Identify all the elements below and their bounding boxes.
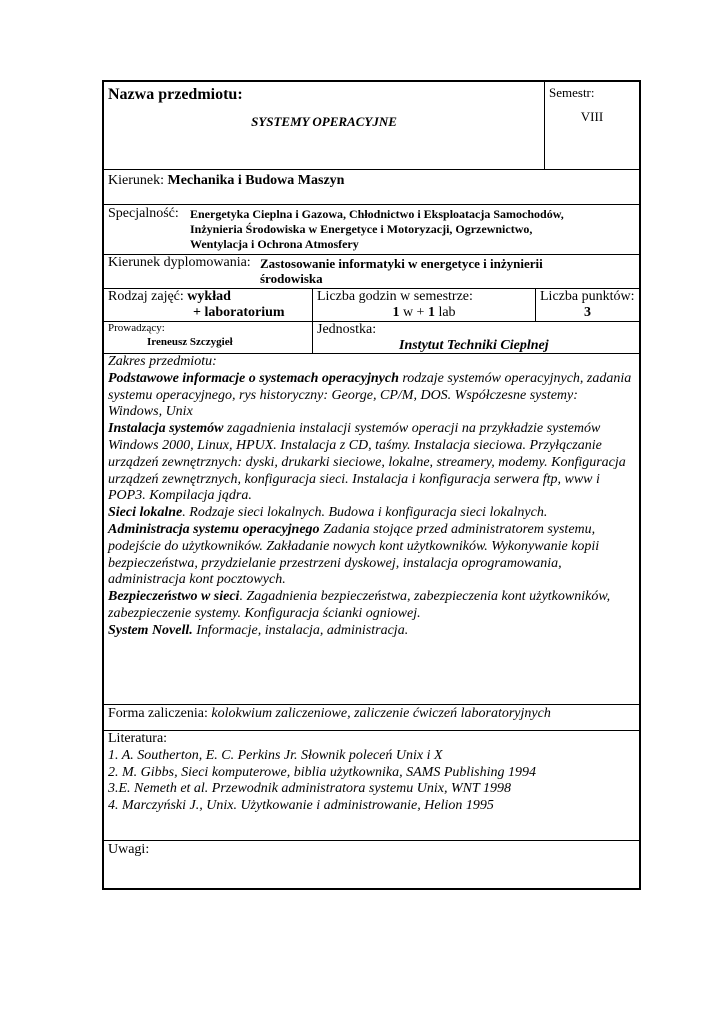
subject-value: SYSTEMY OPERACYJNE <box>251 114 397 129</box>
forma-row <box>104 705 639 731</box>
rodzaj-label: Rodzaj zajęć: <box>108 289 188 304</box>
zakres-paragraph-6 <box>108 623 633 640</box>
zakres-heading-6: System Novell. <box>108 622 193 638</box>
specjalnosc-line2: Inżynieria Środowiska w Energetyce i Motoryzacji, Ogrzewnictwo, <box>190 222 533 236</box>
rodzaj-row <box>104 289 639 322</box>
semester-cell <box>544 82 639 169</box>
zakres-paragraph-4 <box>108 522 633 589</box>
zakres-row <box>104 354 639 705</box>
kierunek-label: Kierunek: <box>108 173 168 188</box>
zakres-text-3: . Rodzaje sieci lokalnych. Budowa i konfiguracja sieci lokalnych. <box>182 505 548 521</box>
hours-cell <box>312 289 535 321</box>
unit-value: Instytut Techniki Cieplnej <box>399 338 549 353</box>
uwagi-row <box>104 841 639 888</box>
zakres-text-6: Informacje, instalacja, administracja. <box>192 622 409 638</box>
unit-label: Jednostka: <box>317 322 377 337</box>
literatura-item: 1. A. Southerton, E. C. Perkins Jr. Słownik poleceń Unix i X <box>108 747 443 763</box>
forma-label: Forma zaliczenia: <box>108 706 212 721</box>
zakres-heading-5: Bezpieczeństwo w sieci <box>108 589 240 605</box>
rodzaj-line1 <box>108 289 231 306</box>
literatura-item: 3.E. Nemeth et al. Przewodnik administratora systemu Unix, WNT 1998 <box>108 781 511 797</box>
semester-value: VIII <box>580 109 604 124</box>
literatura-body <box>108 731 633 815</box>
prowadzacy-value: Ireneusz Szczygieł <box>147 336 233 348</box>
hours-label: Liczba godzin w semestrze: <box>317 289 473 304</box>
hours-lecture: 1 <box>392 305 400 320</box>
hours-lab: 1 <box>427 305 435 320</box>
hours-value <box>313 305 535 322</box>
zakres-label: Zakres przedmiotu: <box>108 354 217 369</box>
zakres-heading-1: Podstawowe informacje o systemach operacyjnych <box>108 370 399 386</box>
dyplomowanie-label: Kierunek dyplomowania: <box>108 255 251 270</box>
zakres-text-2: zagadnienia instalacji systemów operacji na przykładzie systemów Windows 2000, Linux, HPUX. Instalacja z CD, taśmy. Instalacja sieciowa. Przyłączanie urządzeń zewnętrznych: dyski, drukarki sieciowe, lokalne, streamery, modemy. Konfiguracja urządzeń zewnętrznych, konfiguracja sieci. Instalacja i konfiguracja serwera ftp, www i POP3. Kompilacja jądra. <box>108 421 626 504</box>
literatura-item: 2. M. Gibbs, Sieci komputerowe, biblia użytkownika, SAMS Publishing 1994 <box>108 764 536 780</box>
uwagi-label: Uwagi: <box>108 842 150 857</box>
specjalnosc-line3: Wentylacja i Ochrona Atmosfery <box>190 237 359 251</box>
prowadzacy-label: Prowadzący: <box>108 322 165 334</box>
zakres-paragraph-5 <box>108 589 633 623</box>
subject-cell <box>104 82 544 169</box>
zakres-paragraph-3 <box>108 505 633 522</box>
rodzaj-type2: + laboratorium <box>193 305 285 320</box>
rodzaj-cell <box>104 289 312 321</box>
zakres-heading-2: Instalacja systemów <box>108 421 224 437</box>
course-card <box>102 80 641 890</box>
zakres-text-4: Zadania stojące przed administratorem systemu, podejście do użytkowników. Zakładanie nowych kont użytkowników. Wykonywanie kopii bezpieczeństwa, przydzielanie przestrzeni dyskowej, instalacja oprogramowania, administracja kont pocztowych. <box>108 521 600 588</box>
literatura-item: 4. Marczyński J., Unix. Użytkowanie i administrowanie, Helion 1995 <box>108 798 494 814</box>
forma-text <box>108 706 551 723</box>
literatura-label: Literatura: <box>108 731 168 746</box>
points-cell <box>535 289 639 321</box>
header-row <box>104 82 639 170</box>
specjalnosc-row <box>104 205 639 255</box>
specjalnosc-label: Specjalność: <box>108 206 179 221</box>
semester-label: Semestr: <box>549 85 595 100</box>
dyplomowanie-line1: Zastosowanie informatyki w energetyce i inżynierii <box>260 256 543 271</box>
kierunek-row <box>104 170 639 205</box>
hours-mid: w + <box>399 305 428 320</box>
zakres-text-5: . Zagadnienia bezpieczeństwa, zabezpieczenia kont użytkowników, zabezpieczenie systemy. Konfiguracja ścianki ogniowej. <box>108 589 611 621</box>
zakres-heading-3: Sieci lokalne <box>108 505 183 521</box>
specjalnosc-line1: Energetyka Cieplna i Gazowa, Chłodnictwo i Eksploatacja Samochodów, <box>190 207 564 221</box>
zakres-paragraph-2 <box>108 421 633 505</box>
literatura-row <box>104 731 639 841</box>
prowadzacy-row <box>104 322 639 354</box>
forma-value: kolokwium zaliczeniowe, zaliczenie ćwiczeń laboratoryjnych <box>211 706 551 721</box>
zakres-heading-4: Administracja systemu operacyjnego <box>108 521 320 537</box>
prowadzacy-cell <box>104 322 312 353</box>
points-value: 3 <box>584 305 591 320</box>
hours-end: lab <box>434 305 456 320</box>
dyplomowanie-line2: środowiska <box>260 271 323 286</box>
zakres-body <box>108 354 633 640</box>
kierunek-text <box>108 173 344 190</box>
zakres-text-1: rodzaje systemów operacyjnych, zadania systemu operacyjnego, rys historyczny: George, CP/M, DOS. Współczesne systemy: Windows, Unix <box>108 370 632 420</box>
rodzaj-type1: wykład <box>187 289 231 304</box>
kierunek-value: Mechanika i Budowa Maszyn <box>167 173 345 188</box>
unit-cell <box>312 322 639 353</box>
subject-label: Nazwa przedmiotu: <box>108 86 243 103</box>
zakres-paragraph-1 <box>108 371 633 421</box>
points-label: Liczba punktów: <box>540 289 635 304</box>
dyplomowanie-row <box>104 255 639 289</box>
